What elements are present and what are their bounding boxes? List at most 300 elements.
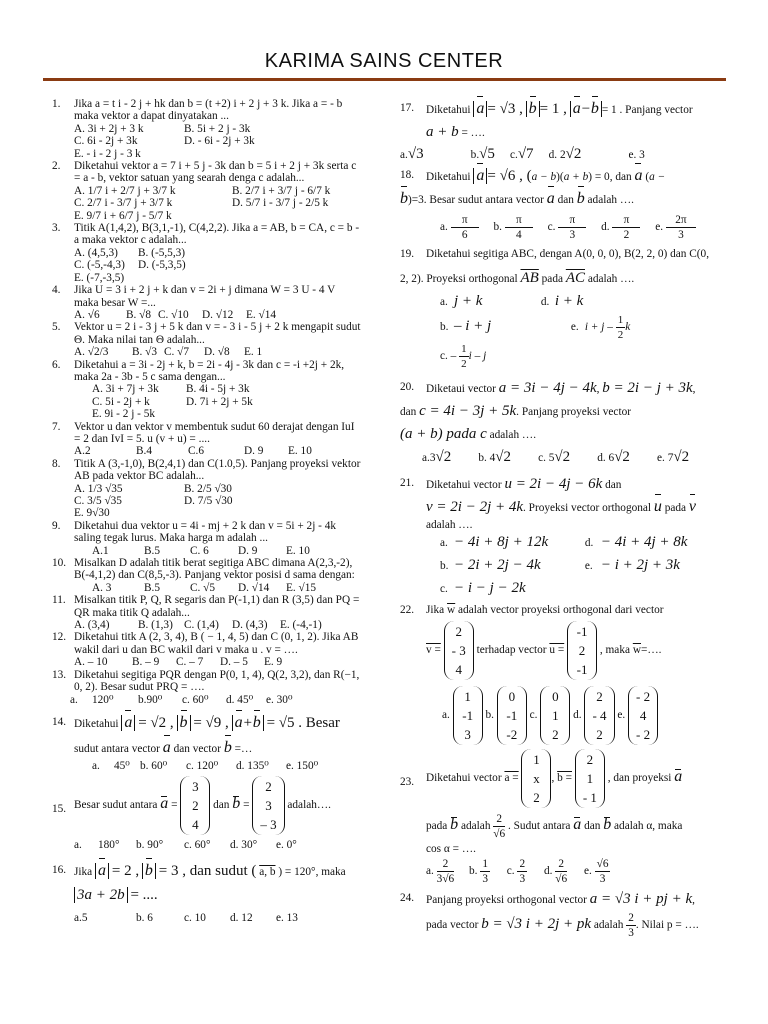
vector-u: u: [654, 496, 662, 518]
question-19: [400, 248, 728, 370]
vector-w: $\overline{w}$: [447, 604, 456, 617]
vector-AC: $\overline{AC}$: [565, 269, 585, 286]
option: D. √8: [204, 346, 230, 359]
question-10: [52, 557, 374, 594]
vector-v: v: [689, 496, 696, 518]
question-23: 23. Diketahui vector a = 1 x 2 , b = 2 1 - 1 , dan proyeksi a pada b adalah $\frac{2}{√6}$ . Sudut antara a dan b adalah α, maka cos α = …. a. $\frac{2}{3√6}$ b. $\frac{1}{3}$ c. $\frac{2}{3}$ d. $\frac{2}{√6}$ e. $\frac{√6}{3}$: [400, 749, 728, 886]
question-text: Diketahui titk A (2, 3, 4), B ( − 1, 4, 5) dan C (0, 1, 2). Jika AB: [74, 631, 359, 644]
option: j + k: [454, 292, 483, 309]
question-text: Jika: [74, 865, 93, 878]
question-22: [400, 604, 728, 744]
expression: a −: [649, 171, 666, 184]
question-text: B(-4,1,2) dan C(8,5,-3). Panjang vektor posisi d sama dengan:: [74, 569, 355, 582]
option: √5: [479, 146, 495, 162]
left-column: [52, 98, 374, 924]
question-text: pada vector: [426, 919, 479, 932]
question-text: Diketahui vector: [426, 478, 502, 491]
question-text: Titik A (3,-1,0), B(2,4,1) dan C(1.0,5). Panjang proyeksi vektor: [74, 457, 361, 470]
option: 180°: [98, 839, 120, 852]
magnitude-a-minus-b: a−b: [570, 101, 602, 117]
question-text: Diketahui vektor a = 7 i + 5 j - 3k dan b = 5 i + 2 j + 3k serta c: [74, 160, 357, 173]
option: e. 30⁰: [266, 693, 293, 706]
option-letter: d.: [601, 221, 610, 234]
option: e. 3: [628, 149, 645, 161]
vector-expression: a = 3i − 4j − 4k: [498, 379, 597, 396]
option: − i + 2j + 3k: [600, 557, 680, 574]
magnitude-b: b: [526, 101, 540, 117]
question-text: )=3. Besar sudut antara vector: [408, 194, 544, 207]
option: √3: [407, 146, 424, 162]
sign: –: [450, 349, 457, 362]
question-number: 10.: [52, 557, 67, 570]
value: = ....: [130, 886, 158, 903]
option: b. 90°: [136, 839, 164, 852]
option: C. 2/7 i - 3/7 j + 3/7 k: [74, 197, 173, 210]
magnitude-b: b: [142, 863, 156, 879]
question-text: (: [645, 171, 650, 184]
question-text: dan: [584, 819, 601, 832]
value: = √6 , (: [487, 168, 532, 185]
expression: a + b: [563, 171, 589, 184]
question-text: Panjang proyeksi orthogonal vector: [426, 894, 587, 907]
question-number: 17.: [400, 102, 415, 114]
question-text: = a - b, vektor satuan yang searah denga c adalah...: [74, 172, 305, 185]
question-number: 15.: [52, 803, 67, 816]
question-3: [52, 222, 374, 284]
question-number: 18.: [400, 169, 415, 182]
option-letter: b.: [469, 865, 478, 878]
question-number: 24.: [400, 892, 415, 905]
magnitude-3a-plus-2b: 3a + 2b: [74, 887, 128, 903]
option: A. 1/3 √35: [74, 482, 123, 495]
option: d. 45⁰: [226, 693, 254, 706]
vector-expression: u = 2i − 4j − 6k: [504, 475, 603, 492]
question-text: dan vector: [173, 742, 221, 755]
vector-expression: c = 4i − 3j + 5k: [419, 402, 517, 419]
option: $\frac{\pi}{2}$: [612, 213, 640, 242]
question-text: Diketahui segitiga PQR dengan P(0, 1, 4), Q(2, 3,2), dan R(−1,: [74, 668, 360, 681]
option: D. 9: [244, 445, 264, 458]
option: d. 12: [230, 911, 253, 924]
question-14: [52, 712, 374, 772]
option: $\frac{2}{3√6}$: [436, 858, 455, 886]
option: D. (-5,3,5): [138, 259, 186, 272]
option: B. 5i + 2 j - 3k: [184, 122, 251, 135]
option: √2: [495, 448, 512, 465]
option-letter: a.: [74, 839, 82, 852]
option: – i + j: [454, 317, 492, 334]
option: C. √10: [158, 308, 189, 321]
option-letter: a.: [440, 295, 448, 308]
option: − 4i + 4j + 8k: [600, 534, 688, 551]
option: c. 120⁰: [186, 759, 219, 772]
question-number: 12.: [52, 631, 67, 644]
question-text: adalah ….: [587, 272, 635, 285]
question-text: Diketahui segitiga ABC, dengan A(0, 0, 0), B(2, 2, 0) dan C(0,: [426, 248, 710, 261]
question-2: [52, 160, 374, 222]
option: i + j –: [584, 320, 613, 333]
matrix-a: 3 2 4: [180, 776, 210, 835]
option-letter: b.: [440, 320, 449, 333]
question-number: 22.: [400, 604, 415, 617]
option: A. 3: [92, 581, 112, 594]
option: D. 7i + 2j + 5k: [186, 395, 253, 408]
magnitude-a: a: [95, 863, 109, 879]
question-text: Misalkan D adalah titik berat segitiga ABC dimana A(2,3,-2),: [74, 557, 353, 570]
vector-b: b: [450, 815, 459, 833]
option-letter: b.: [493, 221, 502, 234]
option-letter: a.: [400, 149, 408, 161]
question-text: pada: [541, 272, 563, 285]
option: E. 9: [264, 656, 283, 669]
vector-a: a: [674, 767, 683, 785]
option: D. – 5: [220, 656, 248, 669]
option: e. 0°: [276, 839, 297, 852]
option: B. √3: [132, 346, 158, 359]
question-text: Diketahui: [74, 717, 119, 730]
option-letter: a.: [70, 693, 78, 706]
page-title: KARIMA SAINS CENTER: [264, 50, 504, 72]
option: C.6: [188, 445, 205, 458]
option: D. - 6i - 2j + 3k: [184, 135, 255, 148]
question-text: . Nilai p = ….: [635, 919, 699, 932]
option: $\frac{√6}{3}$: [596, 858, 609, 886]
value: = 2 ,: [111, 862, 140, 879]
question-text: Besar sudut antara: [74, 799, 158, 812]
value: = √5 . Besar: [266, 714, 340, 731]
option: E. 10: [288, 445, 312, 458]
option: c. 10: [184, 911, 206, 924]
vector-AB: $\overline{AB}$: [520, 269, 539, 286]
question-number: 13.: [52, 668, 67, 681]
question-5: [52, 321, 374, 358]
question-text: dan: [213, 799, 230, 812]
option: B. – 9: [132, 656, 160, 669]
option: √2: [565, 146, 582, 162]
value: = √2 ,: [138, 714, 174, 731]
option: $\frac{2}{3}$: [519, 858, 526, 886]
matrix-b: 2 1 - 1: [575, 749, 605, 808]
question-number: 23.: [400, 775, 415, 788]
question-4: [52, 284, 374, 321]
option-letter: a.: [92, 759, 100, 772]
question-number: 4.: [52, 284, 61, 297]
option: A. (3,4): [74, 619, 110, 632]
option-letter: c.: [506, 865, 515, 878]
question-number: 6.: [52, 358, 61, 371]
question-text: dan: [400, 405, 417, 418]
question-7: [52, 421, 374, 458]
option-letter: e.: [570, 320, 579, 333]
question-text: Diketahui: [426, 171, 471, 184]
question-number: 20.: [400, 380, 415, 393]
option: B.4: [136, 445, 153, 458]
question-9: [52, 520, 374, 557]
vector-expression: a = √3 i + pj + k: [589, 891, 693, 908]
vector-b: b: [232, 795, 241, 813]
question-text: terhadap vector: [476, 643, 547, 656]
option: $\frac{\pi}{4}$: [505, 213, 533, 242]
option: E. 9i - 2 j - 5k: [92, 408, 156, 421]
question-number: 8.: [52, 457, 61, 470]
option: D. √12: [202, 308, 234, 321]
option: C. (1,4): [184, 619, 219, 632]
vector-b: b =: [557, 771, 572, 784]
question-12: [52, 631, 374, 668]
question-13: [52, 669, 374, 706]
option: $\frac{2}{√6}$: [555, 858, 568, 886]
question-text: =…: [234, 742, 253, 755]
option: B. √8: [126, 308, 152, 321]
question-text: wakil dari u dan BC wakil dari v maka u . v = ….: [74, 643, 298, 656]
option-letter: e.: [617, 708, 626, 721]
option: A. 1/7 i + 2/7 j + 3/7 k: [74, 184, 176, 197]
question-text: adalah ….: [587, 194, 634, 207]
question-text: , dan proyeksi: [607, 771, 672, 784]
option: C. √5: [190, 581, 216, 594]
vector-b: b: [400, 188, 408, 210]
question-text: Titik A(1,4,2), B(3,1,-1), C(4,2,2). Jika a = AB, b = CA, c = b -: [74, 222, 360, 235]
question-text: maka besar W =...: [74, 296, 156, 309]
option: c. 60⁰: [182, 693, 209, 706]
question-11: [52, 594, 374, 631]
option-letter: b.: [440, 560, 449, 573]
question-number: 1.: [52, 98, 61, 110]
vector-a: a: [573, 815, 582, 833]
option: A. (4,5,3): [74, 246, 118, 259]
option-letter: b.: [470, 149, 480, 161]
question-text: saling tegak lurus. Maka harga m adalah ...: [74, 532, 268, 545]
option-letter: a.: [442, 708, 450, 721]
question-18: [400, 165, 728, 242]
option: E. 10: [286, 544, 310, 557]
option: $\frac{2\pi}{3}$: [666, 213, 696, 242]
question-17: [400, 98, 728, 161]
option: C. – 7: [176, 656, 204, 669]
fraction: $\frac{1}{2}$: [461, 342, 467, 370]
question-text: QR maka titik Q adalah...: [74, 606, 190, 619]
magnitude-a-plus-b: a+b: [232, 715, 264, 731]
option: D. (4,3): [232, 619, 268, 632]
question-text: 2, 2). Proyeksi orthogonal: [400, 272, 518, 285]
question-20: 20. Diketaui vector a = 3i − 4j − 4k, b = 2i − j + 3k, dan c = 4i − 3j + 5k. Panjang proyeksi vector (a + b) pada c adalah …. a.3√2 b. 4√2 c. 5√2 d. 6√2 e. 7√2: [400, 377, 728, 469]
question-text: adalah: [593, 919, 624, 932]
question-text: . Panjang proyeksi vector: [516, 405, 631, 418]
fraction: $\frac{2}{√6}$: [493, 812, 506, 840]
option: e. 150⁰: [286, 759, 319, 772]
option: $\frac{\pi}{6}$: [451, 213, 479, 242]
option: C. 6i - 2j + 3k: [74, 135, 138, 148]
option-matrix: 1 -1 3: [453, 686, 483, 745]
question-number: 14.: [52, 715, 67, 728]
option: E. (-7,-3,5): [74, 271, 125, 284]
question-text: Diketahui a = 3i - 2j + k, b = 2i - 4j - 3k dan c = -i +2j + 2k,: [74, 358, 345, 371]
question-number: 9.: [52, 519, 61, 532]
option: A.2: [74, 445, 91, 458]
vector-b: b: [577, 188, 585, 210]
question-24: 24. Panjang proyeksi orthogonal vector a = √3 i + pj + k, pada vector b = √3 i + 2j + pk adalah $\frac{2}{3}$ . Nilai p = ….: [400, 891, 699, 940]
option: C. √7: [164, 346, 190, 359]
option: B. (-5,5,3): [138, 246, 186, 259]
question-text: AB pada vektor BC adalah...: [74, 470, 205, 483]
angle-vectors: a, b: [259, 865, 276, 878]
magnitude-b: b: [177, 715, 191, 731]
value: = 3 , dan sudut (: [158, 862, 257, 879]
matrix-v: 2 - 3 4: [444, 621, 474, 680]
question-text: cos α = ….: [426, 842, 476, 855]
vector-b: b: [603, 815, 612, 833]
option: A.1: [92, 544, 109, 557]
vector-b: b: [224, 737, 232, 759]
option: C. 3/5 √35: [74, 495, 122, 507]
option-letter: c.: [509, 149, 518, 161]
question-text: = 1 . Panjang vector: [601, 104, 693, 116]
question-text: adalah: [460, 819, 491, 832]
question-number: 2.: [52, 160, 61, 173]
question-text: Vektor u = 2 i - 3 j + 5 k dan v = - 3 i - 5 j + 2 k mengapit sudut: [74, 321, 361, 334]
question-text: dan: [605, 478, 622, 491]
vector-expression: v = 2i − 2j + 4k: [426, 498, 524, 515]
option: √7: [517, 146, 534, 162]
question-text: 0, 2). Besar sudut PRQ = ….: [74, 681, 205, 694]
option-letter: e.: [583, 865, 592, 878]
question-text: Vektor u dan vektor v membentuk sudut 60 derajat dengan IuI: [74, 420, 355, 433]
option-matrix: - 2 4 - 2: [628, 686, 658, 745]
question-text: =….: [641, 643, 662, 656]
option-letter: c.: [547, 221, 556, 234]
option: D. 5/7 i - 3/7 j - 2/5 k: [232, 197, 329, 210]
option-letter: d.: [540, 295, 550, 308]
question-number: 5.: [52, 321, 61, 334]
option: − 2i + 2j − 4k: [454, 557, 541, 574]
option: E. 9/7 i + 6/7 j - 5/7 k: [74, 209, 172, 222]
option-letter: a.: [426, 865, 434, 878]
option: A. – 10: [74, 656, 108, 669]
vector-a: a: [160, 795, 169, 813]
question-text: maka vektor a dapat dinyatakan ...: [74, 110, 229, 123]
question-text: maka 2a - 3b - 5 c sama dengan...: [74, 370, 226, 383]
option: E. 1: [244, 346, 263, 359]
option-letter: a.: [440, 537, 448, 550]
question-text: Diketahui dua vektor u = 4i - mj + 2 k dan v = 5i + 2j - 4k: [74, 519, 337, 532]
option: √2: [435, 448, 452, 465]
question-number: 21.: [400, 476, 415, 489]
question-text: = ….: [461, 127, 485, 139]
option: C. 6: [190, 544, 209, 557]
option: E. 9√30: [74, 507, 110, 520]
question-8: [52, 458, 374, 520]
question-text: ) = 0, dan: [588, 171, 632, 184]
option: B. (1,3): [138, 619, 173, 632]
magnitude-a: a: [473, 101, 487, 117]
matrix-u: -1 2 -1: [567, 621, 597, 680]
option: B. 2/7 i + 3/7 j - 6/7 k: [232, 184, 331, 197]
question-number: 11.: [52, 594, 66, 607]
question-text: . Proyeksi vector orthogonal: [523, 501, 652, 514]
option: $\frac{\pi}{3}$: [558, 213, 586, 242]
question-text: Jika: [426, 604, 445, 617]
question-text: dan: [557, 194, 574, 207]
matrix-a: 1 x 2: [521, 749, 551, 808]
question-text: . Sudut antara: [507, 819, 571, 832]
option-letter: d.: [584, 537, 594, 550]
magnitude-a: a: [121, 715, 135, 731]
option-matrix: 2 - 4 2: [584, 686, 614, 745]
matrix-b: 2 3 – 3: [252, 776, 284, 835]
question-21: 21. Diketahui vector u = 2i − 4j − 6k dan v = 2i − 2j + 4k. Proyeksi vector orthogonal u pada v adalah …. a. − 4i + 8j + 12k d. − 4i + 4j + 8k b. − 2i + 2j − 4k e. − i + 2j + 3k c. − i − j − 2k: [400, 473, 728, 600]
question-text: sudut antara vector: [74, 742, 160, 755]
vector-v: v =: [426, 643, 441, 656]
option: c. 60°: [184, 839, 211, 852]
value: = √3 ,: [487, 101, 523, 117]
option: − 4i + 8j + 12k: [454, 534, 549, 551]
option-letter: c.: [440, 349, 448, 362]
title-divider: [43, 78, 726, 81]
vector-w: $\overline{w}$: [632, 643, 641, 656]
question-text: , maka: [599, 643, 630, 656]
option: B. 4i - 5j + 3k: [186, 383, 250, 396]
option-letter: c.: [529, 708, 538, 721]
option: d. 135⁰: [236, 759, 269, 772]
option: A. √2/3: [74, 346, 109, 359]
option: B.5: [144, 581, 161, 594]
option: E. - i - 2 j - 3 k: [74, 147, 141, 160]
option: E. √14: [246, 308, 277, 321]
question-text: adalah….: [287, 799, 331, 812]
question-number: 16.: [52, 863, 67, 876]
option: 120⁰: [92, 693, 114, 706]
question-number: 7.: [52, 420, 61, 433]
question-text: Diketahui: [426, 104, 471, 116]
option: D. 7/5 √30: [184, 495, 233, 507]
value: = √9 ,: [193, 714, 229, 731]
option-matrix: 0 -1 -2: [497, 686, 527, 745]
option-letter: b.: [485, 708, 494, 721]
option: √2: [614, 448, 630, 465]
option-letter: e.: [655, 221, 664, 234]
option: e. 13: [276, 911, 298, 924]
vector-expression: b = √3 i + 2j + pk: [481, 916, 592, 933]
option: $\frac{1}{3}$: [482, 858, 488, 886]
expression: a − b: [531, 171, 557, 184]
option-letter: d.: [573, 708, 582, 721]
expression: a + b: [426, 124, 459, 140]
option: A. 3i + 2j + 3 k: [74, 122, 144, 135]
question-text: = 2 dan IvI = 5. u (v + u) = ....: [74, 432, 210, 445]
option: d. 30°: [230, 839, 258, 852]
option: √2: [554, 448, 571, 465]
option-letter: e.: [584, 560, 593, 573]
question-text: Misalkan titik P, Q, R segaris dan P(-1,1) dan R (3,5) dan PQ =: [74, 594, 360, 607]
question-text: adalah vector proyeksi orthogonal dari vector: [458, 604, 664, 617]
vector-expression: (a + b) pada c: [400, 425, 487, 442]
option: C. (-5,-4,3): [74, 259, 125, 272]
value: = 1 ,: [539, 101, 567, 117]
question-text: Θ. Maka nilai tan Θ adalah...: [74, 333, 205, 346]
vector-a: a =: [504, 771, 519, 784]
question-15: 15. Besar sudut antara a = 3 2 4 dan b = 2 3 – 3 adalah…. a. 180° b. 90° c. 60° d. 30° e. 0°: [52, 776, 374, 851]
option: i + k: [554, 292, 584, 309]
option: k: [625, 320, 631, 333]
option: a.5: [74, 911, 88, 924]
vector-a: a: [163, 737, 171, 759]
right-column: [400, 98, 728, 940]
option: D. √14: [238, 581, 270, 594]
question-text: adalah α, maka: [614, 819, 683, 832]
option: E. √15: [286, 581, 317, 594]
option-matrix: 0 1 2: [540, 686, 570, 745]
option: A. 3i + 7j + 3k: [92, 383, 159, 396]
